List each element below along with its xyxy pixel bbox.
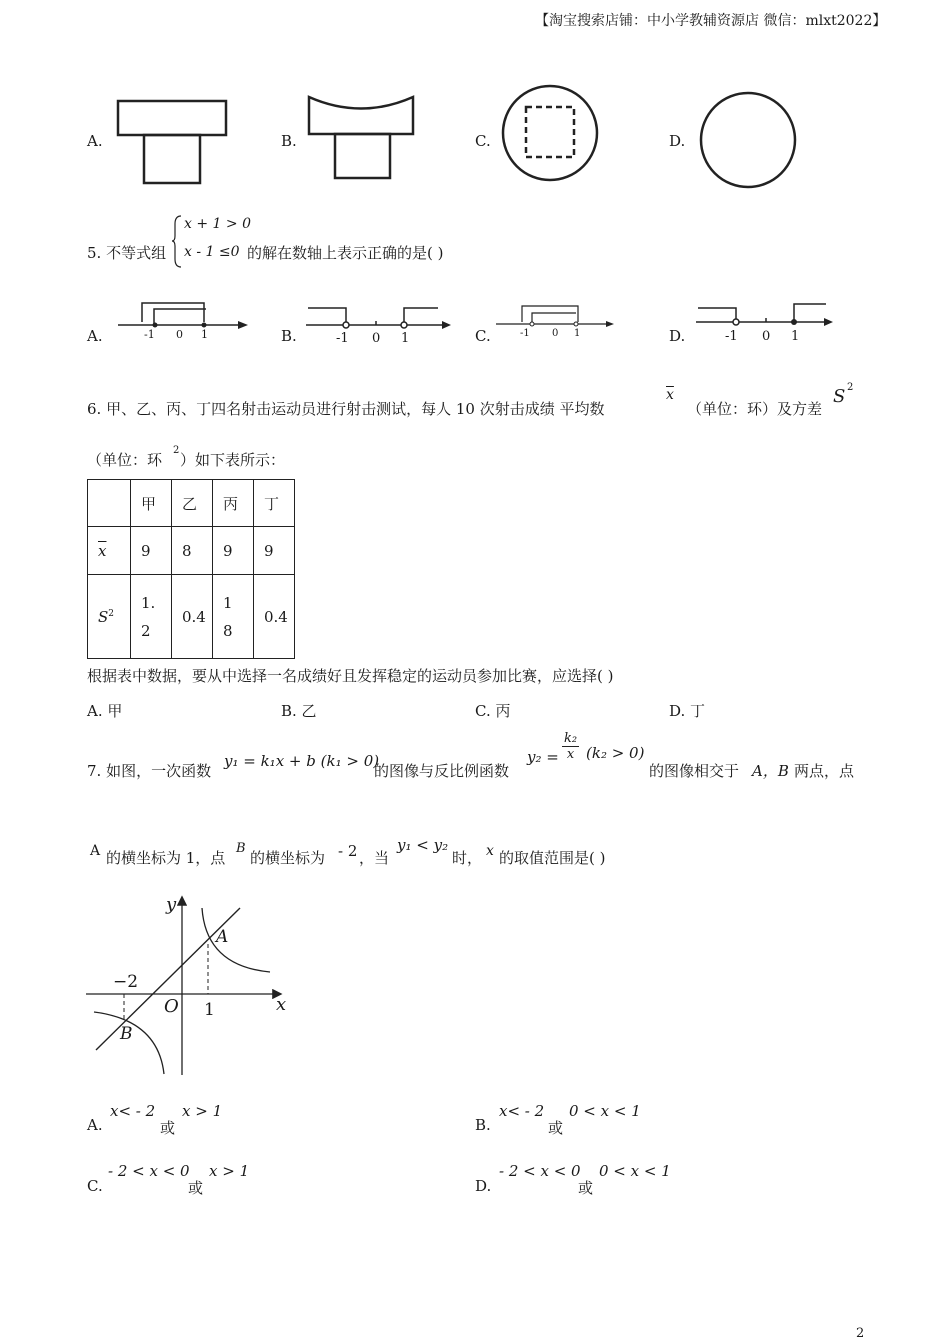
q6-choice-c: C. 丙 [475,702,511,720]
q5-d-tick-neg1: -1 [725,329,738,344]
q4-option-d-label: D. [669,132,686,150]
q5-inequality-1: x + 1 > 0 [184,216,251,232]
q7-point-b: B [236,841,246,856]
q7-choice-a-part2: x > 1 [182,1102,223,1120]
q7-choice-c-part2: x > 1 [209,1162,250,1180]
graph-x-label: x [276,994,287,1015]
q5-numberline-a [118,296,248,346]
q6-line1-b: （单位：环）及方差 [687,400,823,418]
q6-var-sup: 2 [847,382,854,393]
table-row-mean [88,527,295,575]
q7-condition: y₁ < y₂ [397,836,449,854]
q7-x-var: x [486,843,494,859]
table-cell: 9 [213,527,254,575]
page-number: 2 [856,1326,865,1341]
q5-brace [171,214,183,269]
q6-question: 根据表中数据，要从中选择一名成绩好且发挥稳定的运动员参加比赛，应选择( ) [87,667,614,685]
q7-line1-d: 两点，点 [794,762,855,780]
q7-choice-a-part1: x< - 2 [110,1102,156,1120]
variance-sup: 2 [108,608,115,619]
q7-points: A，B [752,762,789,780]
table-cell: 1. 2 [131,575,172,659]
graph-point-a-label: A [216,927,229,947]
q7-choice-b-part2: 0 < x < 1 [569,1102,641,1120]
q6-stats-table [87,479,295,659]
page-header: 【淘宝搜索店铺：中小学教辅资源店 微信：mlxt2022】 [535,13,887,29]
table-header-cell: 甲 [131,480,172,527]
q5-d-tick-1: 1 [791,329,800,344]
table-cell: $\overline{x}$ [88,527,131,575]
table-cell: 1 8 [213,575,254,659]
q5-b-tick-neg1: -1 [336,331,349,346]
table-header-cell [88,480,131,527]
table-header-row [88,480,295,527]
q7-linear-function: y₁ = k₁x + b (k₁ > 0) [224,752,380,770]
q6-var-symbol: S [833,386,846,407]
q7-line1-b: 的图像与反比例函数 [374,762,510,780]
q7-reciprocal-cond: (k₂ > 0) [586,744,645,762]
q4-option-a-label: A. [87,132,103,150]
table-cell: 0.4 [254,575,295,659]
table-cell [88,575,131,659]
graph-tick-neg2: −2 [113,972,139,992]
q7-choice-d-part2: 0 < x < 1 [599,1162,671,1180]
q7-line1-a: 7. 如图，一次函数 [87,762,212,780]
q7-line1-c: 的图像相交于 [649,762,740,780]
table-header-cell: 丙 [213,480,254,527]
table-row-variance [88,575,295,659]
q5-c-tick-0: 0 [552,328,559,339]
q7-line2-f: 时， [452,849,483,867]
q5-a-tick-1: 1 [201,328,208,341]
q4-figure-c [500,83,605,188]
q6-mean-symbol: $\overline{x}$ [666,387,674,403]
q7-choice-b-label: B. [475,1116,491,1134]
table-cell: 9 [131,527,172,575]
q6-line2-b: ）如下表所示： [180,451,286,469]
q4-option-c-label: C. [475,132,491,150]
q7-choice-c-part1: - 2 < x < 0 [108,1162,190,1180]
graph-tick-1: 1 [204,1000,215,1020]
q5-option-a-label: A. [87,327,103,345]
q7-choice-d-or: 或 [578,1179,594,1197]
q5-a-tick-0: 0 [176,328,183,341]
q7-line2-e: ，当 [359,849,390,867]
table-header-cell: 丁 [254,480,295,527]
q4-figure-a [110,95,235,190]
table-header-cell: 乙 [172,480,213,527]
q5-d-tick-0: 0 [762,329,771,344]
q5-b-tick-0: 0 [372,331,381,346]
q5-a-tick-neg1: -1 [144,328,155,341]
graph-y-label: y [166,894,177,915]
q7-reciprocal-lhs: y₂ = [527,748,559,766]
table-cell: 9 [254,527,295,575]
table-cell: 8 [172,527,213,575]
q5-suffix: 的解在数轴上表示正确的是( ) [247,244,444,262]
q5-prefix: 5. 不等式组 [87,244,167,262]
q5-option-d-label: D. [669,327,686,345]
q4-figure-d [698,90,798,190]
q4-option-b-label: B. [281,132,297,150]
q7-choice-b-or: 或 [548,1119,564,1137]
q7-choice-a-or: 或 [160,1119,176,1137]
q4-figure-b [305,92,420,187]
graph-origin-label: O [164,996,179,1017]
q7-line2-d: 的横坐标为 [250,849,326,867]
q6-choice-a: A. 甲 [87,702,123,720]
table-cell: 0.4 [172,575,213,659]
q7-reciprocal-fraction [562,731,579,762]
q7-line2-g: 的取值范围是( ) [499,849,606,867]
q6-line1-a: 6. 甲、乙、丙、丁四名射击运动员进行射击测试，每人 10 次射击成绩 平均数 [87,400,605,418]
q5-option-c-label: C. [475,327,491,345]
q7-neg2: - 2 [338,842,358,860]
q6-line2-a: （单位：环 [87,451,163,469]
q5-option-b-label: B. [281,327,297,345]
q6-unit-sup: 2 [173,445,180,456]
q7-line2-b: 的横坐标为 1，点 [106,849,226,867]
fraction-numerator: k₂ [564,731,578,746]
q7-point-a: A [90,843,101,859]
q6-choice-d: D. 丁 [669,702,706,720]
q7-choice-a-label: A. [87,1116,103,1134]
q5-c-tick-neg1: -1 [520,328,530,339]
q5-c-tick-1: 1 [574,328,581,339]
q5-b-tick-1: 1 [401,331,410,346]
q7-choice-d-part1: - 2 < x < 0 [499,1162,581,1180]
fraction-denominator: x [566,747,575,762]
q7-choice-c-or: 或 [188,1179,204,1197]
q7-choice-b-part1: x< - 2 [499,1102,545,1120]
q7-choice-d-label: D. [475,1177,492,1195]
variance-symbol: S [98,607,109,626]
graph-point-b-label: B [120,1024,133,1044]
q6-choice-b: B. 乙 [281,702,317,720]
q5-inequality-2: x - 1 ≤0 [184,244,240,260]
q7-choice-c-label: C. [87,1177,103,1195]
